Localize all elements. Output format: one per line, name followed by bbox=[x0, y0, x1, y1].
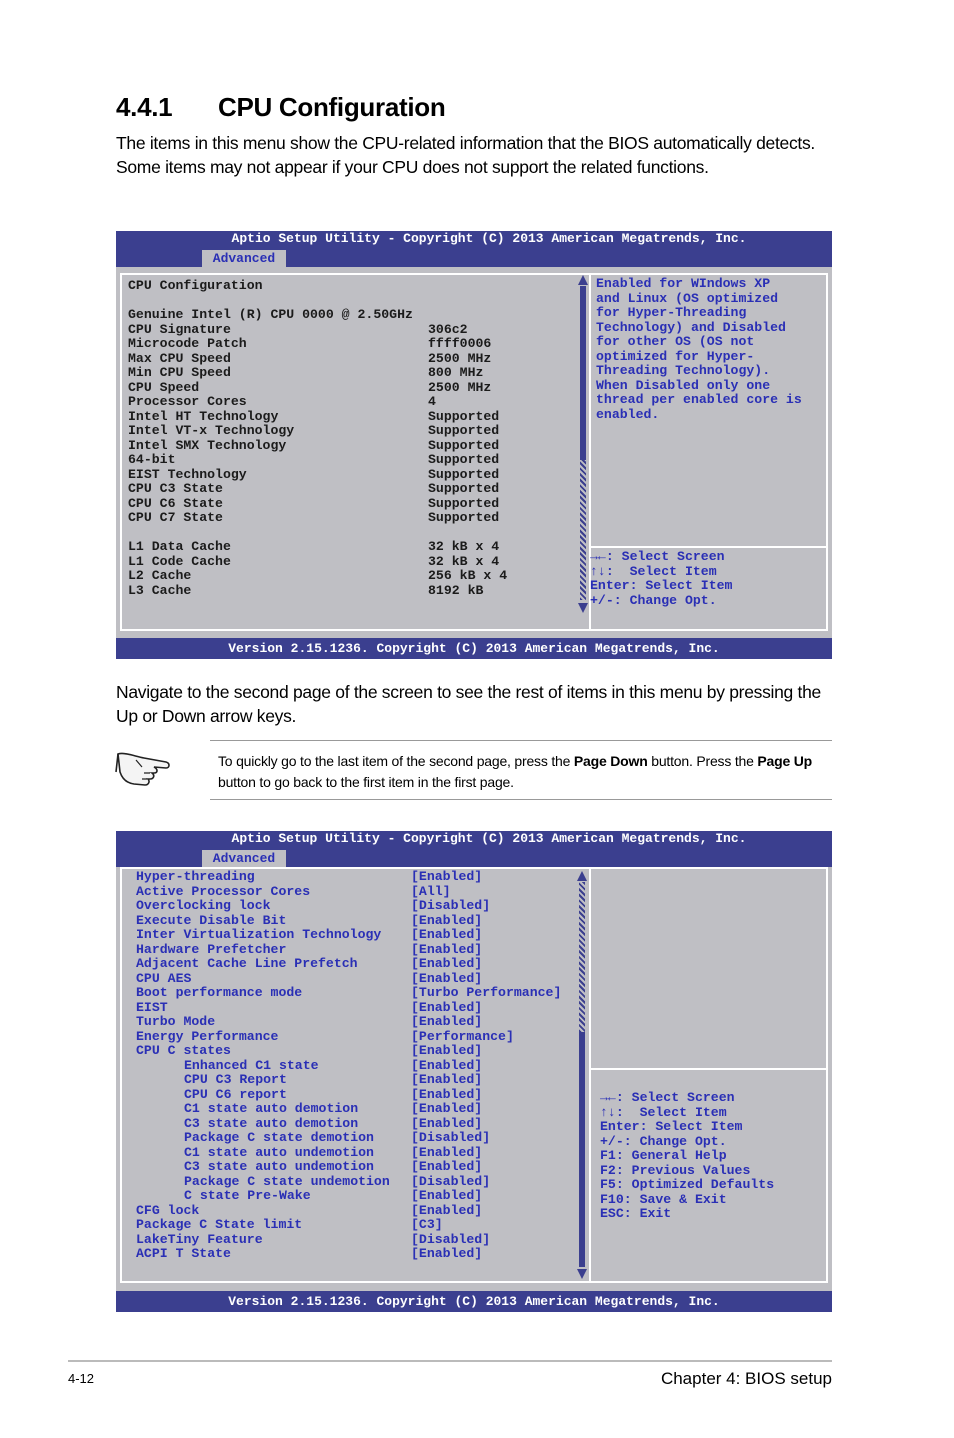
setting-row[interactable] bbox=[136, 1044, 586, 1059]
setting-label: L2 Cache bbox=[128, 568, 192, 583]
setting-value: [Enabled] bbox=[411, 1086, 483, 1102]
setting-label: Intel VT-x Technology bbox=[128, 423, 295, 438]
help-line: for Hyper-Threading bbox=[596, 305, 747, 320]
panel-divider bbox=[589, 869, 591, 1281]
section-number: 4.4.1 bbox=[116, 92, 173, 122]
setting-value: 2500 MHz bbox=[428, 350, 492, 366]
setting-value: Supported bbox=[428, 510, 500, 525]
scroll-up-icon[interactable] bbox=[578, 275, 588, 285]
setting-row[interactable] bbox=[136, 899, 586, 914]
setting-label: Min CPU Speed bbox=[128, 365, 231, 380]
key-hint: ↑↓: Select Item bbox=[590, 563, 717, 579]
setting-value: [Enabled] bbox=[411, 1188, 483, 1203]
setting-label: CPU C3 Report bbox=[184, 1072, 287, 1087]
setting-label: C1 state auto undemotion bbox=[184, 1144, 374, 1160]
tab-advanced[interactable]: Advanced bbox=[202, 250, 286, 267]
setting-value: [Enabled] bbox=[411, 869, 483, 884]
key-hint: F10: Save & Exit bbox=[600, 1191, 727, 1207]
setting-label: Overclocking lock bbox=[136, 898, 271, 913]
section-title: CPU Configuration bbox=[128, 278, 263, 293]
key-hint: ↑↓: Select Item bbox=[600, 1104, 727, 1120]
setting-row bbox=[128, 337, 578, 352]
setting-row[interactable] bbox=[136, 1204, 586, 1219]
setting-value: ffff0006 bbox=[428, 336, 492, 351]
setting-row[interactable] bbox=[136, 943, 586, 958]
setting-value: 32 kB x 4 bbox=[428, 553, 500, 569]
setting-row[interactable] bbox=[136, 1015, 586, 1030]
setting-row[interactable] bbox=[136, 986, 586, 1001]
setting-label: Turbo Mode bbox=[136, 1014, 216, 1029]
setting-label: Microcode Patch bbox=[128, 336, 247, 351]
cpu-settings-list bbox=[136, 870, 586, 1262]
bios-title: Aptio Setup Utility - Copyright (C) 2013 American Megatrends, Inc. bbox=[231, 831, 747, 846]
setting-row bbox=[128, 584, 578, 599]
setting-row[interactable] bbox=[136, 1233, 586, 1248]
setting-label: CFG lock bbox=[136, 1202, 200, 1218]
setting-value: Supported bbox=[428, 481, 500, 496]
help-line: Threading Technology). bbox=[596, 363, 771, 378]
setting-label: C3 state auto undemotion bbox=[184, 1159, 374, 1174]
help-divider bbox=[591, 1068, 826, 1070]
setting-label: Package C state undemotion bbox=[184, 1173, 390, 1189]
blank-line bbox=[128, 294, 578, 309]
setting-value: [Enabled] bbox=[411, 1014, 483, 1029]
setting-label: C1 state auto demotion bbox=[184, 1101, 359, 1116]
note-box bbox=[210, 740, 832, 800]
intro-paragraph: The items in this menu show the CPU-related information that the BIOS automatically detects. Some items may not appear if your CPU does not support the related functions. bbox=[116, 133, 815, 177]
key-hint: Enter: Select Item bbox=[590, 578, 733, 593]
setting-label: Inter Virtualization Technology bbox=[136, 927, 382, 942]
setting-value: [Enabled] bbox=[411, 927, 483, 942]
help-text bbox=[596, 277, 802, 422]
setting-row[interactable] bbox=[136, 1117, 586, 1132]
setting-label: Enhanced C1 state bbox=[184, 1057, 319, 1073]
setting-row bbox=[128, 555, 578, 570]
setting-label: CPU C3 State bbox=[128, 481, 223, 496]
setting-row[interactable] bbox=[136, 1146, 586, 1161]
setting-row bbox=[128, 352, 578, 367]
scroll-track bbox=[579, 1032, 585, 1267]
key-hint: ESC: Exit bbox=[600, 1206, 672, 1221]
setting-label: CPU AES bbox=[136, 970, 192, 986]
setting-label: Max CPU Speed bbox=[128, 350, 231, 366]
note-text bbox=[218, 751, 828, 793]
section-title: CPU Configuration bbox=[218, 92, 446, 122]
setting-row bbox=[128, 381, 578, 396]
setting-value: [Enabled] bbox=[411, 1246, 483, 1261]
key-hint: →←: Select Screen bbox=[590, 549, 725, 564]
page-down-key: Page Down bbox=[573, 753, 648, 769]
setting-label: ACPI T State bbox=[136, 1246, 231, 1261]
setting-label: CPU C6 report bbox=[184, 1086, 287, 1102]
bios-main-frame bbox=[120, 867, 828, 1283]
setting-row bbox=[128, 424, 578, 439]
key-hint: +/-: Change Opt. bbox=[600, 1133, 727, 1149]
setting-value: [Enabled] bbox=[411, 999, 483, 1015]
setting-value: [Enabled] bbox=[411, 970, 483, 986]
setting-row bbox=[128, 410, 578, 425]
setting-value: [Disabled] bbox=[411, 898, 491, 913]
help-line: for other OS (OS not bbox=[596, 334, 755, 349]
navigate-paragraph: Navigate to the second page of the screen to see the rest of items in this menu by pressing the Up or Down arrow keys. bbox=[116, 682, 821, 726]
setting-row bbox=[128, 453, 578, 468]
key-hint: F5: Optimized Defaults bbox=[600, 1177, 775, 1192]
setting-value: Supported bbox=[428, 452, 500, 467]
footer-rule bbox=[68, 1360, 832, 1362]
setting-value: Supported bbox=[428, 423, 500, 438]
setting-row bbox=[128, 323, 578, 338]
bios-version-bar: Version 2.15.1236. Copyright (C) 2013 American Megatrends, Inc. bbox=[116, 1291, 832, 1312]
setting-value: [C3] bbox=[411, 1217, 443, 1232]
setting-value: [Enabled] bbox=[411, 1043, 483, 1058]
setting-label: Boot performance mode bbox=[136, 985, 303, 1000]
setting-value: [Enabled] bbox=[411, 1159, 483, 1174]
setting-value: [Turbo Performance] bbox=[411, 985, 562, 1000]
bios-screen-cpu-settings bbox=[116, 831, 832, 1312]
setting-value: [Disabled] bbox=[411, 1173, 491, 1189]
setting-label: Processor Cores bbox=[128, 394, 247, 409]
setting-value: [Enabled] bbox=[411, 912, 483, 928]
bios-title-bar bbox=[116, 831, 832, 867]
setting-label: Hyper-threading bbox=[136, 869, 255, 884]
setting-value: [Disabled] bbox=[411, 1130, 491, 1145]
help-line: Enabled for WIndows XP bbox=[596, 276, 771, 291]
setting-row[interactable] bbox=[136, 1218, 586, 1233]
scroll-thumb[interactable] bbox=[580, 460, 586, 600]
setting-label: Energy Performance bbox=[136, 1028, 279, 1044]
help-divider bbox=[591, 546, 826, 548]
setting-row[interactable] bbox=[136, 1175, 586, 1190]
setting-row[interactable] bbox=[136, 870, 586, 885]
setting-value: [Performance] bbox=[411, 1028, 514, 1044]
setting-row[interactable] bbox=[136, 928, 586, 943]
help-line: Technology) and Disabled bbox=[596, 319, 786, 335]
setting-row[interactable] bbox=[136, 1131, 586, 1146]
page-number: 4-12 bbox=[68, 1371, 95, 1386]
setting-label: Execute Disable Bit bbox=[136, 912, 287, 928]
setting-row[interactable] bbox=[136, 1102, 586, 1117]
setting-label: 64-bit bbox=[128, 452, 176, 467]
setting-label: EIST bbox=[136, 999, 168, 1015]
setting-row bbox=[128, 439, 578, 454]
setting-row[interactable] bbox=[136, 957, 586, 972]
setting-row bbox=[128, 569, 578, 584]
scroll-down-icon[interactable] bbox=[578, 603, 588, 613]
setting-value: [Enabled] bbox=[411, 1202, 483, 1218]
key-hint: F2: Previous Values bbox=[600, 1162, 751, 1178]
scrollbar[interactable] bbox=[578, 275, 588, 615]
setting-value: 2500 MHz bbox=[428, 379, 492, 395]
note-text-part: To quickly go to the last item of the second page, press the bbox=[218, 753, 574, 769]
setting-label: L1 Data Cache bbox=[128, 539, 231, 554]
section-heading bbox=[116, 92, 445, 123]
setting-value: [Enabled] bbox=[411, 956, 483, 971]
setting-value: [Enabled] bbox=[411, 1072, 483, 1087]
help-line: When Disabled only one bbox=[596, 377, 771, 393]
setting-value: 256 kB x 4 bbox=[428, 568, 508, 583]
setting-value: 32 kB x 4 bbox=[428, 539, 500, 554]
setting-row bbox=[128, 497, 578, 512]
setting-row bbox=[128, 482, 578, 497]
setting-row bbox=[128, 540, 578, 555]
setting-label: Intel HT Technology bbox=[128, 408, 279, 424]
blank-line bbox=[128, 526, 578, 541]
setting-label: CPU C6 State bbox=[128, 495, 223, 511]
scroll-thumb[interactable] bbox=[579, 882, 585, 1032]
key-legend bbox=[590, 550, 732, 608]
setting-label: EIST Technology bbox=[128, 466, 247, 482]
setting-row bbox=[128, 366, 578, 381]
setting-value: Supported bbox=[428, 408, 500, 424]
scroll-track bbox=[580, 286, 586, 460]
bios-title: Aptio Setup Utility - Copyright (C) 2013 American Megatrends, Inc. bbox=[231, 231, 747, 246]
setting-row[interactable] bbox=[136, 1059, 586, 1074]
cpu-name: Genuine Intel (R) CPU 0000 @ 2.50GHz bbox=[128, 307, 413, 322]
setting-value: Supported bbox=[428, 495, 500, 511]
help-line: thread per enabled core is bbox=[596, 392, 802, 407]
setting-label: C state Pre-Wake bbox=[184, 1188, 311, 1203]
bios-title-bar bbox=[116, 231, 832, 267]
setting-row[interactable] bbox=[136, 1030, 586, 1045]
setting-label: C3 state auto demotion bbox=[184, 1115, 359, 1131]
setting-label: CPU Speed bbox=[128, 379, 200, 395]
setting-label: Package C state demotion bbox=[184, 1130, 374, 1145]
setting-label: L3 Cache bbox=[128, 582, 192, 598]
help-line: optimized for Hyper- bbox=[596, 348, 755, 364]
scrollbar[interactable] bbox=[577, 871, 587, 1279]
setting-row[interactable] bbox=[136, 885, 586, 900]
help-line: enabled. bbox=[596, 406, 660, 422]
key-hint: Enter: Select Item bbox=[600, 1119, 743, 1134]
setting-row[interactable] bbox=[136, 1189, 586, 1204]
page-up-key: Page Up bbox=[757, 753, 813, 769]
setting-value: Supported bbox=[428, 466, 500, 482]
setting-label: L1 Code Cache bbox=[128, 553, 231, 569]
hand-pointing-icon bbox=[114, 742, 178, 790]
bios-main-frame bbox=[120, 273, 828, 631]
setting-value: [Disabled] bbox=[411, 1231, 491, 1247]
chapter-label: Chapter 4: BIOS setup bbox=[660, 1369, 832, 1388]
setting-value: [Enabled] bbox=[411, 941, 483, 957]
cpu-info-list bbox=[128, 279, 578, 598]
setting-row bbox=[128, 468, 578, 483]
setting-value: [Enabled] bbox=[411, 1144, 483, 1160]
setting-row bbox=[128, 395, 578, 410]
setting-value: [All] bbox=[411, 883, 451, 899]
setting-label: Intel SMX Technology bbox=[128, 437, 287, 453]
setting-label: CPU C7 State bbox=[128, 510, 223, 525]
bios-screen-cpu-info bbox=[116, 231, 832, 659]
setting-label: Hardware Prefetcher bbox=[136, 941, 287, 957]
setting-row[interactable] bbox=[136, 1001, 586, 1016]
setting-row[interactable] bbox=[136, 1088, 586, 1103]
setting-label: Adjacent Cache Line Prefetch bbox=[136, 956, 358, 971]
tab-advanced[interactable]: Advanced bbox=[202, 850, 286, 867]
note-text-part: button to go back to the first item in the first page. bbox=[218, 774, 514, 790]
setting-row[interactable] bbox=[136, 1073, 586, 1088]
bios-version-bar: Version 2.15.1236. Copyright (C) 2013 American Megatrends, Inc. bbox=[116, 638, 832, 659]
setting-value: Supported bbox=[428, 437, 500, 453]
setting-row[interactable] bbox=[136, 914, 586, 929]
scroll-down-icon[interactable] bbox=[577, 1269, 587, 1279]
note-text-part: button. Press the bbox=[647, 753, 758, 769]
setting-row[interactable] bbox=[136, 972, 586, 987]
key-hint: F1: General Help bbox=[600, 1148, 727, 1163]
setting-row[interactable] bbox=[136, 1247, 586, 1262]
scroll-up-icon[interactable] bbox=[577, 871, 587, 881]
setting-value: 8192 kB bbox=[428, 582, 484, 598]
setting-value: 306c2 bbox=[428, 321, 468, 337]
key-legend bbox=[600, 1091, 774, 1222]
setting-value: [Enabled] bbox=[411, 1057, 483, 1073]
key-hint: +/-: Change Opt. bbox=[590, 592, 717, 608]
setting-row bbox=[128, 511, 578, 526]
key-hint: →←: Select Screen bbox=[600, 1090, 735, 1105]
help-line: and Linux (OS optimized bbox=[596, 290, 779, 306]
setting-label: Package C State limit bbox=[136, 1217, 303, 1232]
setting-label: CPU Signature bbox=[128, 321, 231, 337]
setting-row[interactable] bbox=[136, 1160, 586, 1175]
setting-value: 800 MHz bbox=[428, 365, 484, 380]
setting-label: Active Processor Cores bbox=[136, 883, 311, 899]
setting-value: 4 bbox=[428, 394, 436, 409]
setting-value: [Enabled] bbox=[411, 1115, 483, 1131]
setting-value: [Enabled] bbox=[411, 1101, 483, 1116]
setting-label: CPU C states bbox=[136, 1043, 231, 1058]
setting-label: LakeTiny Feature bbox=[136, 1231, 263, 1247]
